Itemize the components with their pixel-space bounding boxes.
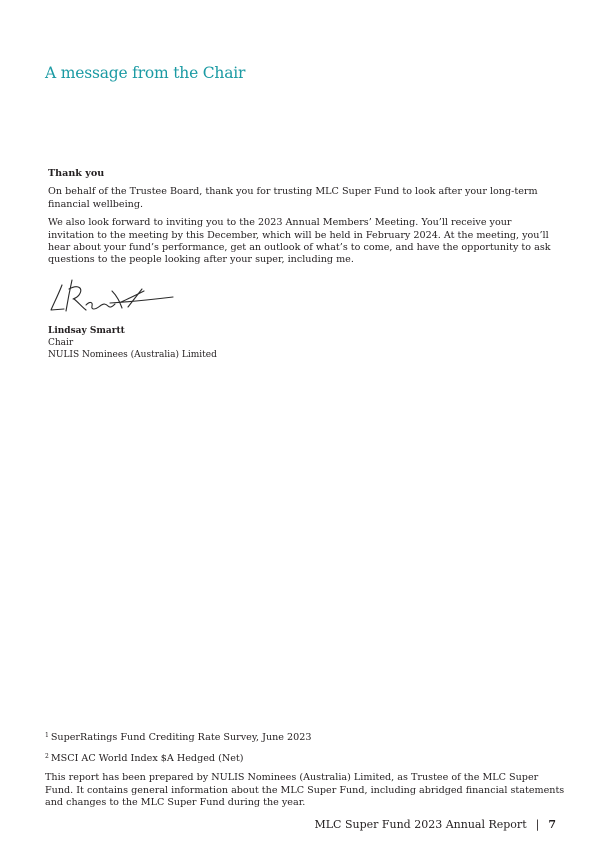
signer-role: Chair [48,337,74,348]
report-name: MLC Super Fund 2023 Annual Report [314,818,527,831]
page-title: A message from the Chair [45,64,246,82]
footnote-1 [45,730,565,744]
paragraph-thanks: On behalf of the Trustee Board, thank you for trusting MLC Super Fund to look after your long-term financial wellbeing. [48,186,538,210]
signer-block [48,325,560,361]
section-heading: Thank you [48,168,105,179]
handwritten-signature [48,275,178,317]
footer-separator: | [535,818,540,831]
footnote-marker: 2 [45,753,49,761]
signer-name: Lindsay Smartt [48,325,125,336]
chair-message [48,168,560,361]
footnote-marker: 1 [45,732,49,739]
footnote-2 [45,751,565,765]
signer-organisation: NULIS Nominees (Australia) Limited [48,349,217,360]
paragraph-meeting: We also look forward to inviting you to the 2023 Annual Members’ Meeting. You’ll receive your invitation to the meeting by this December, which will be held in February 2024. At the meeting, you’ll hear about your fund’s performance, get an outlook of what’s to come, and have the opportunity to ask questions to the people looking after your super, including me. [48,217,551,266]
page-number: 7 [548,818,556,831]
footnotes [45,730,565,809]
disclaimer: This report has been prepared by NULIS Nominees (Australia) Limited, as Trustee of the MLC Super Fund. It contains general information about the MLC Super Fund, including abridged financial statements and changes to the MLC Super Fund during the year. [45,772,565,808]
page-footer [314,818,556,832]
footnote-text: MSCI AC World Index $A Hedged (Net) [50,753,244,765]
footnote-text: SuperRatings Fund Crediting Rate Survey, June 2023 [50,732,312,743]
